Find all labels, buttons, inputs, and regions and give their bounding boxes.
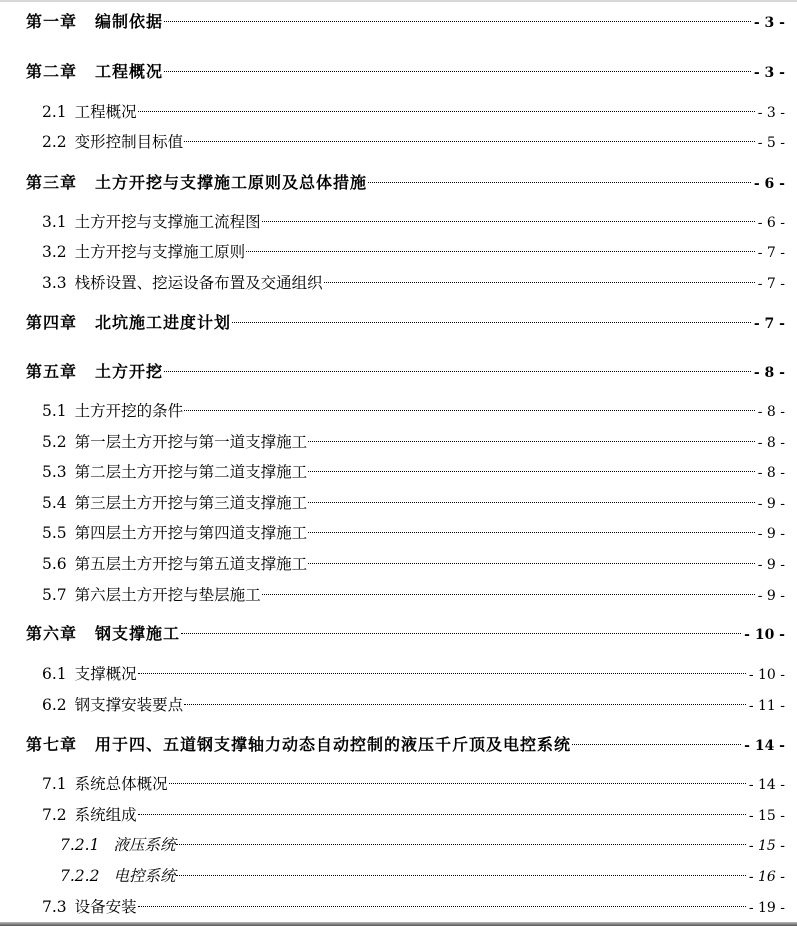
toc-entry-number: 第一章: [26, 12, 78, 31]
toc-entry-page-number: - 15 -: [748, 838, 785, 854]
toc-entry-title: 土方开挖与支撑施工原则及总体措施: [95, 173, 368, 192]
toc-entry-page-number: - 8 -: [757, 435, 785, 451]
toc-entry-number: 5.6: [42, 555, 67, 573]
toc-entry-number: 2.2: [42, 133, 67, 151]
toc-entry[interactable]: [42, 400, 785, 422]
toc-entry-title: 设备安装: [74, 898, 137, 916]
dot-leader: [572, 744, 741, 745]
dot-leader: [138, 111, 755, 112]
toc-entry-number: 5.2: [42, 433, 67, 451]
toc-entry-title: 北坑施工进度计划: [95, 313, 232, 332]
toc-entry-page-number: - 7 -: [757, 276, 785, 292]
toc-entry-page-number: - 6 -: [753, 176, 785, 192]
dot-leader: [308, 441, 755, 442]
dot-leader: [181, 633, 741, 634]
toc-entry[interactable]: [42, 804, 785, 826]
dot-leader: [176, 844, 745, 845]
toc-entry-title: 第一层土方开挖与第一道支撑施工: [74, 433, 308, 451]
dot-leader: [138, 906, 746, 907]
toc-entry-title: 土方开挖与支撑施工流程图: [74, 213, 261, 231]
toc-entry-title: 工程概况: [74, 103, 137, 121]
toc-entry-number: 7.2.2: [60, 867, 100, 885]
toc-entry-number: 第五章: [26, 362, 78, 381]
toc-entry[interactable]: [26, 734, 785, 756]
toc-entry-page-number: - 3 -: [757, 105, 785, 121]
toc-entry-number: 第七章: [26, 735, 78, 754]
dot-leader: [169, 783, 746, 784]
toc-entry-title: 土方开挖的条件: [74, 402, 184, 420]
toc-entry-number: 5.5: [42, 524, 67, 542]
toc-entry[interactable]: [42, 101, 785, 123]
toc-entry-page-number: - 5 -: [757, 135, 785, 151]
toc-entry-page-number: - 19 -: [748, 900, 785, 916]
dot-leader: [164, 21, 751, 22]
toc-entry-page-number: - 3 -: [753, 65, 785, 81]
toc-entry[interactable]: [42, 553, 785, 575]
dot-leader: [324, 282, 755, 283]
toc-entry[interactable]: [60, 834, 785, 856]
toc-entry-page-number: - 8 -: [757, 404, 785, 420]
toc-entry[interactable]: [42, 211, 785, 233]
dot-leader: [308, 532, 755, 533]
toc-entry-number: 5.4: [42, 494, 67, 512]
toc-entry[interactable]: [26, 361, 785, 383]
toc-entry-page-number: - 8 -: [753, 365, 785, 381]
toc-entry-page-number: - 9 -: [757, 496, 785, 512]
toc-entry-page-number: - 9 -: [757, 526, 785, 542]
dot-leader: [246, 251, 755, 252]
page-bottom-edge: [0, 922, 797, 926]
toc-entry-number: 7.3: [42, 898, 67, 916]
toc-entry-title: 工程概况: [95, 62, 164, 81]
toc-entry-title: 土方开挖: [95, 362, 164, 381]
dot-leader: [164, 371, 751, 372]
dot-leader: [184, 141, 755, 142]
toc-entry[interactable]: [42, 431, 785, 453]
toc-entry-title: 第五层土方开挖与第五道支撑施工: [74, 555, 308, 573]
toc-entry[interactable]: [42, 461, 785, 483]
toc-entry-number: 7.2: [42, 806, 67, 824]
toc-entry-title: 电控系统: [113, 867, 176, 885]
toc-entry-page-number: - 7 -: [757, 245, 785, 261]
toc-entry[interactable]: [42, 896, 785, 918]
toc-entry-title: 系统总体概况: [74, 775, 168, 793]
toc-entry-number: 7.2.1: [60, 836, 100, 854]
toc-entry-title: 编制依据: [95, 12, 164, 31]
toc-entry-page-number: - 9 -: [757, 557, 785, 573]
toc-entry-number: 3.3: [42, 274, 67, 292]
toc-entry[interactable]: [42, 241, 785, 263]
toc-entry[interactable]: [42, 131, 785, 153]
toc-entry-page-number: - 3 -: [753, 15, 785, 31]
toc-entry-title: 第六层土方开挖与垫层施工: [74, 586, 261, 604]
toc-entry[interactable]: [26, 172, 785, 194]
toc-entry-page-number: - 9 -: [757, 588, 785, 604]
dot-leader: [138, 673, 746, 674]
toc-entry-number: 第四章: [26, 313, 78, 332]
toc-entry-number: 5.1: [42, 402, 67, 420]
dot-leader: [184, 704, 746, 705]
toc-entry-title: 钢支撑施工: [95, 624, 181, 643]
dot-leader: [184, 410, 755, 411]
dot-leader: [308, 563, 755, 564]
toc-entry[interactable]: [42, 522, 785, 544]
toc-entry-number: 5.7: [42, 586, 67, 604]
toc-entry-page-number: - 16 -: [748, 869, 785, 885]
toc-entry-page-number: - 6 -: [757, 215, 785, 231]
toc-entry-title: 钢支撑安装要点: [74, 696, 184, 714]
toc-entry-page-number: - 15 -: [748, 808, 785, 824]
toc-entry-number: 3.1: [42, 213, 67, 231]
dot-leader: [308, 471, 755, 472]
toc-entry-number: 第六章: [26, 624, 78, 643]
toc-entry-title: 液压系统: [113, 836, 176, 854]
toc-entry-title: 变形控制目标值: [74, 133, 184, 151]
toc-entry[interactable]: [42, 492, 785, 514]
toc-entry-number: 6.2: [42, 696, 67, 714]
dot-leader: [232, 322, 751, 323]
toc-entry-title: 用于四、五道钢支撑轴力动态自动控制的液压千斤顶及电控系统: [95, 735, 572, 754]
toc-entry-number: 6.1: [42, 665, 67, 683]
toc-entry-title: 第二层土方开挖与第二道支撑施工: [74, 463, 308, 481]
toc-entry-title: 第三层土方开挖与第三道支撑施工: [74, 494, 308, 512]
dot-leader: [164, 71, 751, 72]
dot-leader: [262, 221, 755, 222]
toc-entry[interactable]: [42, 584, 785, 606]
toc-entry[interactable]: [26, 11, 785, 33]
toc-entry[interactable]: [42, 272, 785, 294]
dot-leader: [368, 182, 751, 183]
toc-entry-page-number: - 8 -: [757, 465, 785, 481]
toc-entry-page-number: - 14 -: [744, 738, 785, 754]
dot-leader: [308, 502, 755, 503]
toc-entry-page-number: - 7 -: [753, 316, 785, 332]
toc-entry[interactable]: [42, 694, 785, 716]
toc-entry-page-number: - 14 -: [748, 777, 785, 793]
toc-entry-number: 第三章: [26, 173, 78, 192]
toc-entry[interactable]: [26, 623, 785, 645]
toc-entry[interactable]: [26, 61, 785, 83]
toc-entry-title: 系统组成: [74, 806, 137, 824]
toc-entry-title: 支撑概况: [74, 665, 137, 683]
toc-entry-page-number: - 10 -: [748, 667, 785, 683]
dot-leader: [176, 875, 745, 876]
toc-entry-number: 5.3: [42, 463, 67, 481]
toc-entry[interactable]: [60, 865, 785, 887]
dot-leader: [138, 814, 746, 815]
toc-entry-number: 第二章: [26, 62, 78, 81]
toc-entry-title: 第四层土方开挖与第四道支撑施工: [74, 524, 308, 542]
toc-entry-number: 2.1: [42, 103, 67, 121]
toc-entry[interactable]: [42, 663, 785, 685]
page-top-border: [0, 0, 797, 2]
toc-entry-page-number: - 10 -: [744, 627, 785, 643]
toc-entry[interactable]: [42, 773, 785, 795]
dot-leader: [262, 594, 755, 595]
toc-entry-number: 7.1: [42, 775, 67, 793]
toc-entry[interactable]: [26, 312, 785, 334]
toc-entry-title: 土方开挖与支撑施工原则: [74, 243, 246, 261]
toc-entry-title: 栈桥设置、挖运设备布置及交通组织: [74, 274, 323, 292]
toc-entry-page-number: - 11 -: [748, 698, 785, 714]
toc-entry-number: 3.2: [42, 243, 67, 261]
